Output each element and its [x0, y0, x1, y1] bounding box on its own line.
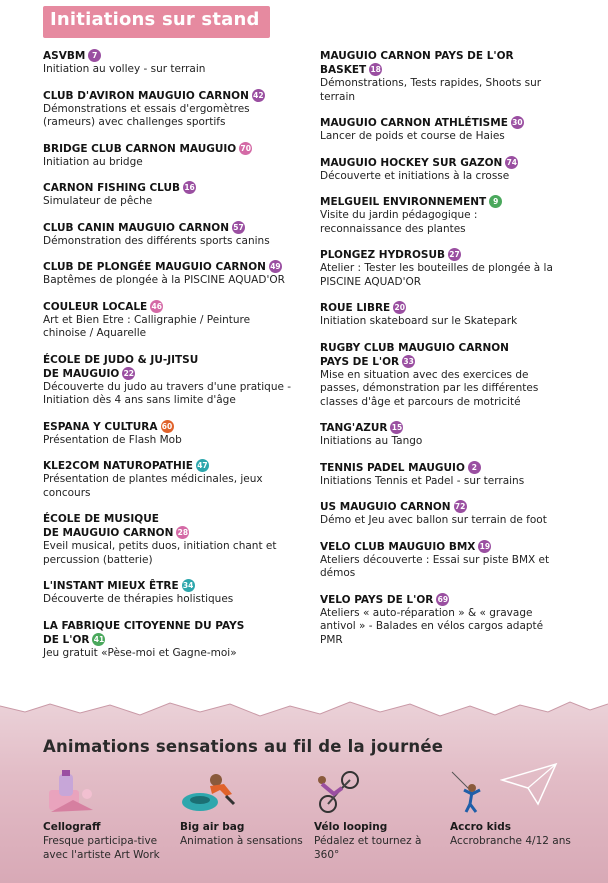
- stand-description: Découverte du judo au travers d'une pratique - Initiation dès 4 ans sans limite d'âge: [43, 380, 292, 406]
- stand-name-text: COULEUR LOCALE: [43, 300, 148, 313]
- stand-entry: [320, 421, 560, 449]
- stand-entry: [43, 181, 293, 209]
- stand-description: Initiations Tennis et Padel - sur terrains: [320, 474, 525, 487]
- stand-name-text: DE L'OR: [43, 633, 90, 646]
- animation-name: Accro kids: [450, 821, 511, 833]
- section-banner: [43, 6, 270, 38]
- stand-name: [320, 248, 560, 262]
- animation-desc: Fresque participa-tive avec l'artiste Art Work: [43, 835, 160, 861]
- stand-name: [43, 619, 293, 633]
- stand-number-badge: 28: [177, 528, 189, 537]
- stand-name: [43, 579, 293, 593]
- stand-entry: [43, 300, 293, 341]
- stand-number-badge: 16: [184, 183, 195, 192]
- animation-cellograff: [43, 770, 173, 862]
- stand-description: Présentation de plantes médicinales, jeux concours: [43, 473, 263, 499]
- stand-description: Simulateur de pêche: [43, 195, 153, 207]
- stand-description: Ateliers découverte : Essai sur piste BMX et démos: [320, 553, 550, 579]
- stand-description: Atelier : Tester les bouteilles de plongée à la PISCINE AQUAD'OR: [320, 262, 553, 288]
- stand-number-badge: 69: [437, 594, 449, 604]
- animation-name: Vélo looping: [314, 821, 388, 833]
- stand-entry: [43, 459, 293, 500]
- stand-number-badge: 41: [93, 634, 105, 644]
- stand-description: Mise en situation avec des exercices de passes, démonstration par les différentes classes d'âge et parcours de motricité: [320, 368, 539, 408]
- stand-number-badge: 18: [370, 65, 381, 74]
- stand-name: [320, 116, 560, 130]
- stand-name-text: MAUGUIO HOCKEY SUR GAZON: [320, 156, 503, 169]
- stand-name: [320, 341, 560, 355]
- stand-entry: [43, 512, 293, 567]
- stand-number-badge: 34: [182, 581, 194, 590]
- stand-entry: [320, 341, 560, 410]
- stand-name-text: RUGBY CLUB MAUGUIO CARNON: [320, 341, 509, 354]
- stand-name-text: L'INSTANT MIEUX ÊTRE: [43, 580, 179, 592]
- stand-name-text: TENNIS PADEL MAUGUIO: [320, 461, 465, 474]
- stand-name: [43, 420, 293, 434]
- stand-entry: [320, 49, 560, 104]
- stand-description: Jeu gratuit «Pèse-moi et Gagne-moi»: [43, 646, 237, 659]
- stand-name-text: ÉCOLE DE JUDO & JU-JITSU: [43, 353, 199, 366]
- stand-name: [320, 461, 560, 475]
- torn-paper-edge: [0, 690, 608, 730]
- stand-entry: [43, 260, 293, 288]
- animation-desc: Pédalez et tournez à 360°: [314, 835, 422, 861]
- stand-number-badge: 60: [161, 421, 173, 431]
- stand-name: [320, 156, 560, 170]
- stand-name-line2: [43, 633, 293, 647]
- stand-description: Ateliers « auto-réparation » & « gravage antivol » - Balades en vélos cargos adapté PMR: [320, 606, 544, 646]
- stand-name-text: KLE2COM NATUROPATHIE: [43, 460, 193, 472]
- stand-number-badge: 49: [270, 262, 281, 271]
- stand-name-line2: [320, 355, 560, 369]
- stand-entry: [43, 221, 293, 249]
- stand-description: Lancer de poids et course de Haies: [320, 130, 505, 142]
- stand-name-text: VELO PAYS DE L'OR: [320, 593, 434, 606]
- stand-entry: [43, 89, 293, 130]
- stand-entry: [320, 500, 560, 528]
- stand-number-badge: 19: [479, 541, 491, 551]
- stand-name: [320, 49, 560, 63]
- stand-description: Initiation skateboard sur le Skatepark: [320, 315, 518, 327]
- stand-number-badge: 22: [123, 368, 135, 378]
- stand-number-badge: 46: [151, 301, 162, 311]
- stand-description: Initiation au bridge: [43, 155, 143, 168]
- stand-description: Présentation de Flash Mob: [43, 433, 182, 446]
- stand-number-badge: 70: [240, 143, 251, 153]
- stand-entry: [320, 540, 560, 581]
- stand-name-text: LA FABRIQUE CITOYENNE DU PAYS: [43, 619, 245, 632]
- stand-name-text: TANG'AZUR: [320, 422, 388, 434]
- stand-number-badge: 33: [403, 356, 414, 366]
- stand-name-text: DE MAUGUIO CARNON: [43, 527, 174, 539]
- stand-name-text: BASKET: [320, 64, 367, 76]
- stand-name: [43, 181, 293, 195]
- stand-name: [43, 300, 293, 314]
- stand-entry: [43, 353, 293, 408]
- animation-desc: Accrobranche 4/12 ans: [450, 835, 571, 847]
- animation-velo-looping: [314, 770, 444, 862]
- stand-number-badge: 7: [88, 49, 101, 62]
- bike-illustration: [314, 770, 374, 814]
- stand-name-text: CLUB D'AVIRON MAUGUIO CARNON: [43, 89, 249, 102]
- animations-title: Animations sensations au fil de la journée: [43, 737, 444, 756]
- stand-description: Démonstration des différents sports canins: [43, 234, 270, 247]
- stand-name-text: ESPANA Y CULTURA: [43, 420, 158, 433]
- stand-description: Art et Bien Etre : Calligraphie / Peinture chinoise / Aquarelle: [43, 313, 251, 339]
- stand-name-line2: [43, 367, 293, 381]
- stand-name: [43, 512, 293, 526]
- animations-section: [0, 690, 608, 883]
- stand-name: [43, 49, 293, 63]
- stand-name: [320, 421, 560, 435]
- stand-description: Démo et Jeu avec ballon sur terrain de foot: [320, 514, 547, 526]
- stand-name-text: MELGUEIL ENVIRONNEMENT: [320, 196, 487, 208]
- stand-number-badge: 15: [391, 423, 403, 432]
- stand-entry: [43, 420, 293, 448]
- animation-desc: Animation à sensations: [180, 835, 303, 847]
- stand-name-text: ASVBM: [43, 50, 86, 62]
- stand-entry: [320, 156, 560, 184]
- stand-name-text: CLUB DE PLONGÉE MAUGUIO CARNON: [43, 261, 266, 273]
- stand-name: [43, 260, 293, 274]
- stand-name-text: CLUB CANIN MAUGUIO CARNON: [43, 221, 230, 234]
- stand-description: Initiation au volley - sur terrain: [43, 63, 206, 75]
- stand-description: Eveil musical, petits duos, initiation chant et percussion (batterie): [43, 540, 277, 566]
- stand-name: [43, 459, 293, 473]
- stand-name-text: ÉCOLE DE MUSIQUE: [43, 513, 159, 525]
- stand-number-badge: 20: [394, 303, 405, 312]
- stand-entry: [43, 579, 293, 607]
- cellograff-illustration: [43, 770, 103, 814]
- stand-entry: [320, 116, 560, 144]
- stand-name-text: ROUE LIBRE: [320, 302, 391, 314]
- stand-name: [320, 593, 560, 607]
- left-column: [43, 49, 293, 672]
- animation-big-air-bag: [180, 770, 310, 848]
- stand-number-badge: 30: [512, 118, 523, 127]
- air-bag-illustration: [180, 770, 240, 814]
- stand-name: [43, 89, 293, 103]
- paper-plane-icon: [500, 760, 560, 810]
- stand-name-text: PAYS DE L'OR: [320, 355, 400, 368]
- stand-name: [43, 353, 293, 367]
- animation-name: Big air bag: [180, 821, 245, 833]
- stand-number-badge: 42: [253, 90, 264, 100]
- stand-number-badge: 9: [489, 195, 502, 208]
- stand-name-text: US MAUGUIO CARNON: [320, 501, 451, 513]
- stand-entry: [320, 248, 560, 289]
- stand-name: [320, 540, 560, 554]
- stand-number-badge: 47: [197, 461, 208, 470]
- animation-name: Cellograff: [43, 821, 101, 833]
- stand-name-text: VELO CLUB MAUGUIO BMX: [320, 540, 476, 553]
- stand-description: Initiations au Tango: [320, 435, 423, 447]
- stand-name: [43, 142, 293, 156]
- stand-number-badge: 74: [506, 157, 518, 167]
- stand-name-text: PLONGEZ HYDROSUB: [320, 249, 445, 261]
- stand-name: [320, 195, 560, 209]
- stand-description: Découverte et initiations à la crosse: [320, 169, 510, 182]
- section-title: Initiations sur stand: [50, 9, 260, 30]
- stand-entry: [320, 461, 560, 489]
- stand-number-badge: 57: [233, 222, 244, 232]
- stand-entry: [320, 593, 560, 648]
- stand-name-text: MAUGUIO CARNON ATHLÉTISME: [320, 117, 508, 129]
- stand-entry: [43, 142, 293, 170]
- stand-description: Démonstrations et essais d'ergomètres (rameurs) avec challenges sportifs: [43, 102, 250, 128]
- stand-description: Baptêmes de plongée à la PISCINE AQUAD'OR: [43, 274, 285, 286]
- stand-description: Découverte de thérapies holistiques: [43, 593, 234, 605]
- stand-name-line2: [320, 63, 560, 77]
- stand-name: [43, 221, 293, 235]
- stand-name: [320, 301, 560, 315]
- stand-description: Démonstrations, Tests rapides, Shoots sur terrain: [320, 77, 542, 103]
- stand-name: [320, 500, 560, 514]
- stand-number-badge: 27: [449, 250, 460, 259]
- stand-entry: [320, 301, 560, 329]
- stand-name-text: MAUGUIO CARNON PAYS DE L'OR: [320, 50, 514, 62]
- stand-entry: [43, 619, 293, 661]
- stand-name-text: DE MAUGUIO: [43, 367, 120, 380]
- stand-number-badge: 72: [454, 502, 466, 511]
- right-column: [320, 49, 560, 659]
- stand-name-line2: [43, 526, 293, 540]
- stand-entry: [43, 49, 293, 77]
- stand-description: Visite du jardin pédagogique : reconnaissance des plantes: [320, 209, 478, 235]
- stand-name-text: BRIDGE CLUB CARNON MAUGUIO: [43, 142, 237, 155]
- stand-entry: [320, 195, 560, 236]
- stand-name-text: CARNON FISHING CLUB: [43, 182, 181, 194]
- stand-number-badge: 2: [468, 461, 481, 474]
